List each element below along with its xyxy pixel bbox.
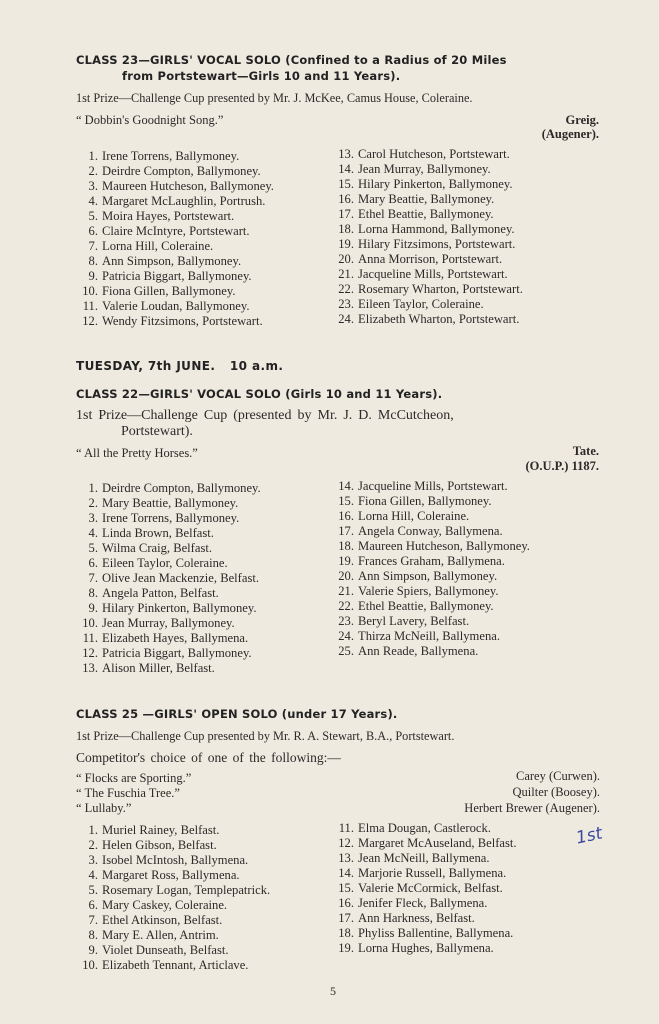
entrant: [74, 526, 261, 541]
entrant: [74, 254, 274, 269]
entrant: [330, 267, 523, 282]
entrant: [74, 631, 261, 646]
entrant-number: 17.: [338, 911, 354, 925]
entrant-number: 10.: [82, 284, 98, 298]
class-25-heading: CLASS 25 —GIRLS' OPEN SOLO (under 17 Years).: [76, 707, 398, 721]
entrant: [330, 554, 530, 569]
entrant-name: Rosemary Wharton, Portstewart.: [358, 282, 523, 296]
entrant-number: 10.: [82, 616, 98, 630]
entrant-number: 14.: [338, 479, 354, 493]
class-23-entrants-left: [74, 149, 274, 329]
class-25-choice: Competitor's choice of one of the following:—: [76, 750, 341, 765]
entrant: [74, 541, 261, 556]
entrant-number: 2.: [88, 496, 98, 510]
entrant-name: Elizabeth Tennant, Articlave.: [102, 958, 249, 972]
entrant-name: Irene Torrens, Ballymoney.: [102, 511, 240, 525]
entrant: [74, 616, 261, 631]
entrant-number: 1.: [88, 481, 98, 495]
entrant: [74, 838, 270, 853]
entrant-name: Beryl Lavery, Belfast.: [358, 614, 470, 628]
entrant: [330, 926, 517, 941]
entrant: [330, 312, 523, 327]
entrant: [330, 896, 517, 911]
entrant-name: Elma Dougan, Castlerock.: [358, 821, 491, 835]
entrant-name: Patricia Biggart, Ballymoney.: [102, 646, 252, 660]
entrant: [74, 571, 261, 586]
entrant: [74, 883, 270, 898]
class-23-heading-line2: from Portstewart—Girls 10 and 11 Years).: [122, 69, 401, 83]
entrant-number: 7.: [88, 913, 98, 927]
entrant-number: 1.: [88, 149, 98, 163]
entrant-name: Fiona Gillen, Ballymoney.: [102, 284, 236, 298]
entrant-number: 15.: [338, 881, 354, 895]
entrant-number: 5.: [88, 209, 98, 223]
entrant: [330, 162, 523, 177]
song-credit: Carey (Curwen).: [516, 769, 600, 783]
entrant-name: Jean McNeill, Ballymena.: [358, 851, 490, 865]
entrant-number: 23.: [338, 614, 354, 628]
entrant-number: 16.: [338, 192, 354, 206]
entrant-number: 2.: [88, 838, 98, 852]
entrant: [330, 237, 523, 252]
entrant: [330, 207, 523, 222]
song-title: “ Lullaby.”: [76, 801, 132, 815]
class-25-song-list: [76, 771, 600, 816]
entrant-name: Jean Murray, Ballymoney.: [102, 616, 235, 630]
entrant-number: 14.: [338, 162, 354, 176]
entrant: [74, 284, 274, 299]
entrant: [74, 149, 274, 164]
entrant: [74, 314, 274, 329]
entrant-name: Deirdre Compton, Ballymoney.: [102, 481, 261, 495]
entrant-name: Deirdre Compton, Ballymoney.: [102, 164, 261, 178]
entrant-name: Phyliss Ballentine, Ballymena.: [358, 926, 514, 940]
song-title: “ Flocks are Sporting.”: [76, 771, 192, 785]
entrant: [330, 177, 523, 192]
entrant-number: 10.: [82, 958, 98, 972]
entrant: [330, 584, 530, 599]
entrant-name: Wilma Craig, Belfast.: [102, 541, 213, 555]
entrant: [330, 509, 530, 524]
class-23-heading: [76, 52, 606, 84]
entrant-name: Mary Caskey, Coleraine.: [102, 898, 228, 912]
class-22-publisher: (O.U.P.) 1187.: [525, 459, 599, 473]
entrant-name: Hilary Fitzsimons, Portstewart.: [358, 237, 516, 251]
entrant-number: 7.: [88, 571, 98, 585]
entrant: [330, 282, 523, 297]
class-23-song: “ Dobbin's Goodnight Song.”: [76, 113, 224, 127]
entrant: [330, 599, 530, 614]
entrant-name: Lorna Hammond, Ballymoney.: [358, 222, 515, 236]
class-25-song-row: [76, 801, 600, 816]
entrant: [74, 586, 261, 601]
entrant-name: Hilary Pinkerton, Ballymoney.: [358, 177, 513, 191]
handwritten-note: 1st: [574, 823, 605, 849]
entrant-number: 2.: [88, 164, 98, 178]
entrant-number: 6.: [88, 224, 98, 238]
entrant: [74, 868, 270, 883]
class-23-composer: Greig.: [565, 113, 599, 127]
entrant-number: 13.: [338, 147, 354, 161]
entrant-name: Valerie McCormick, Belfast.: [358, 881, 503, 895]
entrant-name: Ethel Atkinson, Belfast.: [102, 913, 223, 927]
entrant: [330, 851, 517, 866]
entrant-name: Alison Miller, Belfast.: [102, 661, 215, 675]
class-23-heading-line1: CLASS 23—GIRLS' VOCAL SOLO (Confined to a Radius of 20 Miles: [76, 53, 507, 67]
entrant-number: 6.: [88, 898, 98, 912]
entrant-name: Maureen Hutcheson, Ballymoney.: [358, 539, 530, 553]
entrant-name: Ann Harkness, Belfast.: [358, 911, 475, 925]
entrant: [330, 911, 517, 926]
entrant: [74, 511, 261, 526]
entrant-number: 5.: [88, 883, 98, 897]
entrant-number: 16.: [338, 896, 354, 910]
entrant-name: Valerie Spiers, Ballymoney.: [358, 584, 499, 598]
session-time: 10 a.m.: [229, 359, 284, 373]
entrant: [330, 644, 530, 659]
song-credit: Quilter (Boosey).: [512, 785, 600, 799]
entrant: [330, 494, 530, 509]
class-25-entrants-right: [330, 821, 517, 956]
entrant-number: 24.: [338, 629, 354, 643]
entrant-name: Elizabeth Hayes, Ballymena.: [102, 631, 249, 645]
entrant-number: 18.: [338, 222, 354, 236]
entrant-number: 15.: [338, 494, 354, 508]
entrant-number: 19.: [338, 941, 354, 955]
entrant-number: 11.: [82, 299, 98, 313]
entrant: [330, 821, 517, 836]
entrant-number: 4.: [88, 194, 98, 208]
entrant-name: Margaret Ross, Ballymena.: [102, 868, 240, 882]
entrant-number: 22.: [338, 599, 354, 613]
entrant: [330, 147, 523, 162]
entrant-number: 12.: [82, 646, 98, 660]
entrant-name: Elizabeth Wharton, Portstewart.: [358, 312, 520, 326]
song-credit: Herbert Brewer (Augener).: [464, 801, 600, 815]
entrant-number: 12.: [338, 836, 354, 850]
entrant-name: Margaret McAuseland, Belfast.: [358, 836, 517, 850]
entrant-name: Angela Patton, Belfast.: [102, 586, 219, 600]
entrant: [74, 481, 261, 496]
entrant-number: 8.: [88, 586, 98, 600]
class-22-prize-line2: Portstewart).: [121, 424, 193, 439]
entrant-name: Irene Torrens, Ballymoney.: [102, 149, 240, 163]
entrant-number: 24.: [338, 312, 354, 326]
entrant-name: Muriel Rainey, Belfast.: [102, 823, 220, 837]
entrant: [330, 866, 517, 881]
entrant-number: 8.: [88, 254, 98, 268]
entrant-number: 17.: [338, 207, 354, 221]
entrant-name: Violet Dunseath, Belfast.: [102, 943, 229, 957]
entrant-number: 19.: [338, 554, 354, 568]
entrant: [74, 646, 261, 661]
class-25-song-row: [76, 786, 600, 801]
entrant-number: 16.: [338, 509, 354, 523]
entrant-number: 5.: [88, 541, 98, 555]
entrant-name: Lorna Hill, Coleraine.: [358, 509, 470, 523]
class-22-prize-line1: 1st Prize—Challenge Cup (presented by Mr. J. D. McCutcheon,: [76, 408, 454, 423]
entrant: [330, 479, 530, 494]
entrant-number: 22.: [338, 282, 354, 296]
entrant-number: 4.: [88, 868, 98, 882]
entrant: [74, 853, 270, 868]
entrant-name: Ann Reade, Ballymena.: [358, 644, 479, 658]
entrant-number: 3.: [88, 511, 98, 525]
entrant-number: 9.: [88, 601, 98, 615]
entrant: [74, 209, 274, 224]
entrant-number: 9.: [88, 943, 98, 957]
entrant-name: Ann Simpson, Ballymoney.: [102, 254, 242, 268]
entrant: [74, 179, 274, 194]
entrant: [330, 836, 517, 851]
entrant-number: 6.: [88, 556, 98, 570]
entrant-name: Eileen Taylor, Coleraine.: [358, 297, 484, 311]
entrant-name: Marjorie Russell, Ballymena.: [358, 866, 507, 880]
song-title: “ The Fuschia Tree.”: [76, 786, 180, 800]
class-22-entrants-right: [330, 479, 530, 659]
entrant-name: Lorna Hughes, Ballymena.: [358, 941, 494, 955]
class-22-entrants-left: [74, 481, 261, 676]
entrant-name: Thirza McNeill, Ballymena.: [358, 629, 500, 643]
entrant-name: Valerie Loudan, Ballymoney.: [102, 299, 250, 313]
entrant: [330, 614, 530, 629]
entrant-name: Olive Jean Mackenzie, Belfast.: [102, 571, 260, 585]
entrant-number: 3.: [88, 853, 98, 867]
entrant: [74, 601, 261, 616]
entrant: [74, 269, 274, 284]
entrant: [330, 569, 530, 584]
entrant: [74, 928, 270, 943]
entrant-name: Linda Brown, Belfast.: [102, 526, 214, 540]
entrant-number: 13.: [82, 661, 98, 675]
entrant-name: Ann Simpson, Ballymoney.: [358, 569, 498, 583]
entrant-number: 8.: [88, 928, 98, 942]
entrant: [330, 524, 530, 539]
entrant-name: Jenifer Fleck, Ballymena.: [358, 896, 488, 910]
session-day: TUESDAY, 7th JUNE.: [76, 359, 216, 373]
entrant-number: 11.: [338, 821, 354, 835]
entrant-number: 18.: [338, 539, 354, 553]
entrant-name: Patricia Biggart, Ballymoney.: [102, 269, 252, 283]
entrant-number: 15.: [338, 177, 354, 191]
entrant: [330, 192, 523, 207]
entrant: [74, 299, 274, 314]
class-23-prize: 1st Prize—Challenge Cup presented by Mr. J. McKee, Camus House, Coleraine.: [76, 91, 473, 105]
entrant-name: Maureen Hutcheson, Ballymoney.: [102, 179, 274, 193]
entrant: [330, 252, 523, 267]
entrant-name: Isobel McIntosh, Ballymena.: [102, 853, 249, 867]
entrant-name: Jean Murray, Ballymoney.: [358, 162, 491, 176]
entrant-name: Angela Conway, Ballymena.: [358, 524, 503, 538]
entrant: [74, 164, 274, 179]
class-25-entrants-left: [74, 823, 270, 973]
session-header: [76, 359, 283, 373]
class-23-publisher: (Augener).: [541, 127, 599, 141]
class-25-prize: 1st Prize—Challenge Cup presented by Mr. R. A. Stewart, B.A., Portstewart.: [76, 729, 455, 743]
entrant-number: 1.: [88, 823, 98, 837]
entrant-name: Moira Hayes, Portstewart.: [102, 209, 235, 223]
entrant: [330, 539, 530, 554]
class-23-entrants-right: [330, 147, 523, 327]
entrant: [330, 941, 517, 956]
entrant-number: 14.: [338, 866, 354, 880]
entrant: [74, 898, 270, 913]
entrant-number: 20.: [338, 569, 354, 583]
class-22-heading: CLASS 22—GIRLS' VOCAL SOLO (Girls 10 and 11 Years).: [76, 387, 443, 401]
entrant-name: Wendy Fitzsimons, Portstewart.: [102, 314, 263, 328]
entrant-name: Rosemary Logan, Templepatrick.: [102, 883, 271, 897]
entrant: [74, 194, 274, 209]
entrant: [74, 224, 274, 239]
entrant: [74, 496, 261, 511]
entrant: [74, 661, 261, 676]
entrant: [330, 881, 517, 896]
entrant-name: Jacqueline Mills, Portstewart.: [358, 267, 508, 281]
entrant-name: Anna Morrison, Portstewart.: [358, 252, 503, 266]
entrant-number: 18.: [338, 926, 354, 940]
class-22-composer: Tate.: [572, 444, 599, 458]
entrant-name: Mary Beattie, Ballymoney.: [102, 496, 239, 510]
entrant: [74, 958, 270, 973]
entrant-name: Margaret McLaughlin, Portrush.: [102, 194, 266, 208]
entrant-name: Claire McIntyre, Portstewart.: [102, 224, 250, 238]
entrant-name: Eileen Taylor, Coleraine.: [102, 556, 228, 570]
entrant-number: 3.: [88, 179, 98, 193]
entrant: [330, 297, 523, 312]
entrant-name: Ethel Beattie, Ballymoney.: [358, 599, 494, 613]
entrant-name: Jacqueline Mills, Portstewart.: [358, 479, 508, 493]
entrant-number: 23.: [338, 297, 354, 311]
entrant-number: 7.: [88, 239, 98, 253]
entrant-name: Mary Beattie, Ballymoney.: [358, 192, 495, 206]
entrant-name: Mary E. Allen, Antrim.: [102, 928, 219, 942]
entrant-number: 4.: [88, 526, 98, 540]
entrant: [74, 913, 270, 928]
page-number: 5: [330, 984, 336, 998]
entrant-number: 13.: [338, 851, 354, 865]
entrant-number: 20.: [338, 252, 354, 266]
entrant-name: Hilary Pinkerton, Ballymoney.: [102, 601, 257, 615]
entrant-number: 19.: [338, 237, 354, 251]
entrant-number: 12.: [82, 314, 98, 328]
class-25-song-row: [76, 771, 600, 786]
entrant-number: 21.: [338, 584, 354, 598]
entrant: [74, 823, 270, 838]
entrant-number: 17.: [338, 524, 354, 538]
entrant-name: Fiona Gillen, Ballymoney.: [358, 494, 492, 508]
entrant-number: 11.: [82, 631, 98, 645]
entrant-name: Carol Hutcheson, Portstewart.: [358, 147, 510, 161]
entrant-number: 21.: [338, 267, 354, 281]
class-22-song: “ All the Pretty Horses.”: [76, 446, 198, 460]
entrant-name: Frances Graham, Ballymena.: [358, 554, 505, 568]
entrant-name: Lorna Hill, Coleraine.: [102, 239, 214, 253]
entrant-name: Ethel Beattie, Ballymoney.: [358, 207, 494, 221]
entrant: [74, 943, 270, 958]
entrant: [330, 629, 530, 644]
entrant: [330, 222, 523, 237]
entrant: [74, 239, 274, 254]
entrant-number: 9.: [88, 269, 98, 283]
entrant-number: 25.: [338, 644, 354, 658]
entrant: [74, 556, 261, 571]
entrant-name: Helen Gibson, Belfast.: [102, 838, 217, 852]
